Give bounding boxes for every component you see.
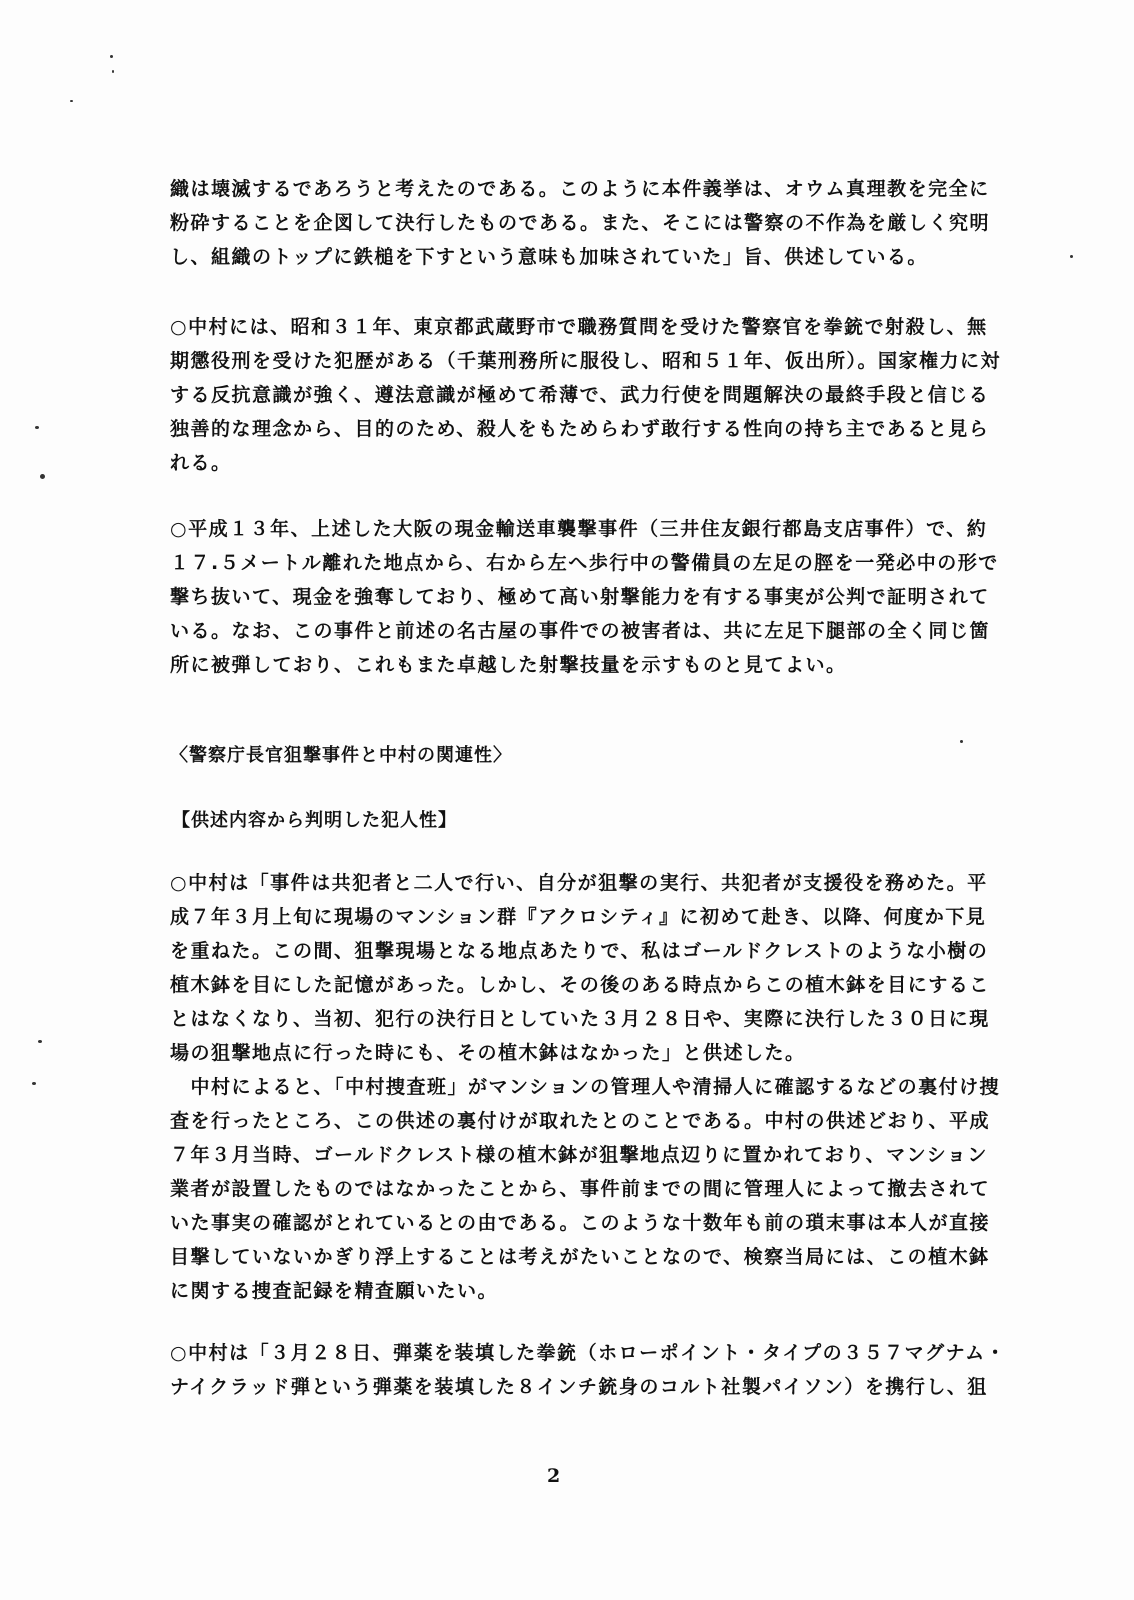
paragraph-4	[170, 866, 990, 1070]
text-line: 独善的な理念から、目的のため、殺人をもためらわず敢行する性向の持ち主であると見ら	[170, 418, 990, 440]
text-line: 粉砕することを企図して決行したものである。また、そこには警察の不作為を厳しく究明	[170, 212, 991, 234]
paragraph-6	[170, 1336, 1007, 1404]
text-line: 査を行ったところ、この供述の裏付けが取れたとのことである。中村の供述どおり、平成	[170, 1110, 991, 1132]
text-line: する反抗意識が強く、遵法意識が極めて希薄で、武力行使を問題解決の最終手段と信じる	[170, 384, 990, 406]
scan-speck	[960, 740, 963, 743]
scan-speck	[32, 1082, 36, 1085]
paragraph-2	[170, 310, 1002, 480]
text-line: ○中村は「事件は共犯者と二人で行い、自分が狙撃の実行、共犯者が支援役を務めた。平	[170, 872, 988, 894]
scan-speck	[35, 426, 39, 429]
text-line: 成７年３月上旬に現場のマンション群『アクロシティ』に初めて赴き、以降、何度か下見	[170, 906, 987, 928]
text-line: ７年３月当時、ゴールドクレスト様の植木鉢が狙撃地点辺りに置かれており、マンション	[170, 1144, 988, 1166]
text-line: を重ねた。この間、狙撃現場となる地点あたりで、私はゴールドクレストのような小樹の	[170, 940, 989, 962]
text-line: 業者が設置したものではなかったことから、事件前までの間に管理人によって撤去されて	[170, 1178, 991, 1200]
text-line: ○平成１３年、上述した大阪の現金輸送車襲撃事件（三井住友銀行都島支店事件）で、約	[170, 518, 988, 540]
section-heading: 〈警察庁長官狙撃事件と中村の関連性〉	[170, 745, 512, 766]
text-line: 撃ち抜いて、現金を強奪しており、極めて高い射撃能力を有する事実が公判で証明されて	[170, 586, 990, 608]
text-line: 目撃していないかぎり浮上することは考えがたいことなので、検察当局には、この植木鉢	[170, 1246, 990, 1268]
text-line: 期懲役刑を受けた犯歴がある（千葉刑務所に服役し、昭和５１年、仮出所）。国家権力に対	[170, 350, 1002, 372]
paragraph-1	[170, 172, 991, 274]
text-line: ナイクラッド弾という弾薬を装填した８インチ銃身のコルト社製パイソン）を携行し、狙	[170, 1376, 988, 1398]
scan-speck	[1070, 255, 1073, 258]
text-line: し、組織のトップに鉄槌を下すという意味も加味されていた」旨、供述している。	[170, 246, 928, 268]
text-line: いる。なお、この事件と前述の名古屋の事件での被害者は、共に左足下腿部の全く同じ箇	[170, 620, 991, 642]
text-line: に関する捜査記録を精査願いたい。	[170, 1280, 499, 1302]
subsection-heading: 【供述内容から判明した犯人性】	[172, 810, 457, 831]
text-line: 場の狙撃地点に行った時にも、その植木鉢はなかった」と供述した。	[170, 1042, 806, 1064]
paragraph-3	[170, 512, 999, 682]
text-line: いた事実の確認がとれているとの由である。このような十数年も前の瑣末事は本人が直接	[170, 1212, 991, 1234]
scan-speck	[110, 55, 113, 58]
scan-speck	[112, 70, 114, 73]
text-line: 所に被弾しており、これもまた卓越した射撃技量を示すものと見てよい。	[170, 654, 847, 676]
text-line: ○中村には、昭和３１年、東京都武蔵野市で職務質問を受けた警察官を拳銃で射殺し、無	[170, 316, 988, 338]
scan-speck	[38, 1040, 42, 1043]
text-line: れる。	[170, 452, 232, 474]
text-line: 織は壊滅するであろうと考えたのである。このように本件義挙は、オウム真理教を完全に	[170, 178, 990, 200]
scan-speck	[70, 100, 73, 102]
text-line: ○中村は「３月２８日、弾薬を装填した拳銃（ホローポイント・タイプの３５７マグナム・	[170, 1342, 1007, 1364]
page-number: 2	[547, 1465, 561, 1487]
scan-speck	[40, 474, 45, 479]
text-line: とはなくなり、当初、犯行の決行日としていた３月２８日や、実際に決行した３０日に現	[170, 1008, 990, 1030]
text-line: 植木鉢を目にした記憶があった。しかし、その後のある時点からこの植木鉢を目にするこ	[170, 974, 990, 996]
text-line: １７.５メートル離れた地点から、右から左へ歩行中の警備員の左足の脛を一発必中の形で	[170, 552, 999, 574]
text-line: 中村によると、「中村捜査班」がマンションの管理人や清掃人に確認するなどの裏付け捜	[170, 1076, 1001, 1098]
paragraph-5	[170, 1070, 1001, 1308]
